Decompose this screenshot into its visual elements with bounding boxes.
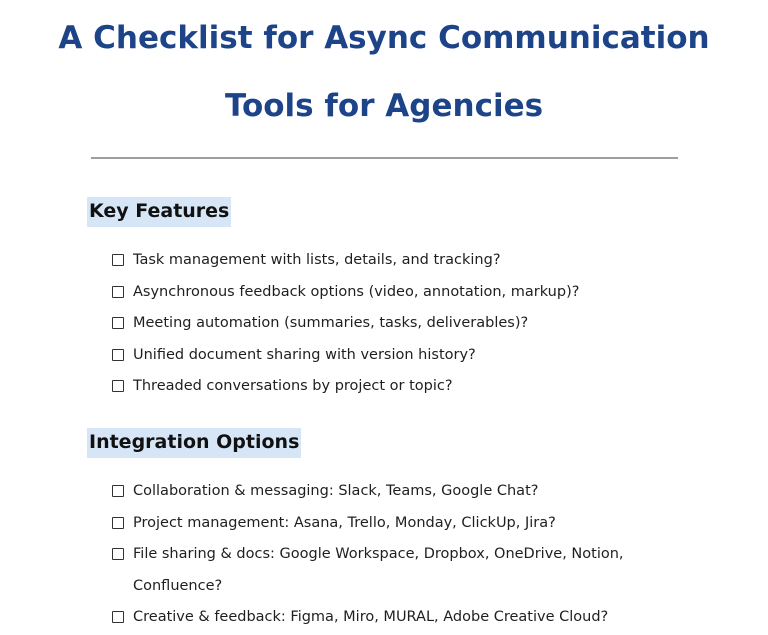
checklist bbox=[112, 476, 632, 634]
checklist-item bbox=[112, 476, 632, 508]
checkbox[interactable] bbox=[112, 349, 124, 361]
checklist-item-label: Collaboration & messaging: Slack, Teams, Google Chat? bbox=[133, 483, 539, 499]
checklist bbox=[112, 245, 632, 403]
checklist-item-label: Creative & feedback: Figma, Miro, MURAL, Adobe Creative Cloud? bbox=[133, 609, 609, 625]
checklist-item bbox=[112, 245, 632, 277]
checklist-item bbox=[112, 277, 632, 309]
section-heading: Key Features bbox=[87, 197, 231, 227]
checklist-item-label: Meeting automation (summaries, tasks, deliverables)? bbox=[133, 315, 529, 331]
checkbox[interactable] bbox=[112, 611, 124, 623]
page-title bbox=[0, 0, 768, 140]
title-line-1: A Checklist for Async Communication bbox=[58, 20, 710, 56]
checklist-item-label: Unified document sharing with version history? bbox=[133, 346, 476, 363]
checklist-item-label: Asynchronous feedback options (video, annotation, markup)? bbox=[133, 283, 580, 300]
checkbox[interactable] bbox=[112, 548, 124, 560]
section-heading: Integration Options bbox=[87, 428, 301, 458]
checklist-item-label: Project management: Asana, Trello, Monday, ClickUp, Jira? bbox=[133, 514, 556, 531]
checkbox[interactable] bbox=[112, 317, 124, 329]
checkbox[interactable] bbox=[112, 485, 124, 497]
checkbox[interactable] bbox=[112, 254, 124, 266]
section-key-features bbox=[87, 197, 707, 394]
checkbox[interactable] bbox=[112, 380, 124, 392]
checklist-item bbox=[112, 308, 632, 340]
checklist-item-label: Task management with lists, details, and tracking? bbox=[133, 252, 501, 268]
checklist-item bbox=[112, 539, 632, 602]
section-integration-options bbox=[87, 428, 707, 625]
checklist-item-label: Threaded conversations by project or topic? bbox=[133, 378, 453, 394]
checkbox[interactable] bbox=[112, 286, 124, 298]
checklist-item bbox=[112, 371, 632, 403]
checklist-item bbox=[112, 508, 632, 540]
checklist-item bbox=[112, 340, 632, 372]
checkbox[interactable] bbox=[112, 517, 124, 529]
checklist-item-label: File sharing & docs: Google Workspace, Dropbox, OneDrive, Notion, Confluence? bbox=[133, 546, 624, 594]
checklist-item bbox=[112, 602, 632, 634]
title-line-2: Tools for Agencies bbox=[224, 88, 544, 124]
horizontal-divider bbox=[91, 157, 678, 159]
